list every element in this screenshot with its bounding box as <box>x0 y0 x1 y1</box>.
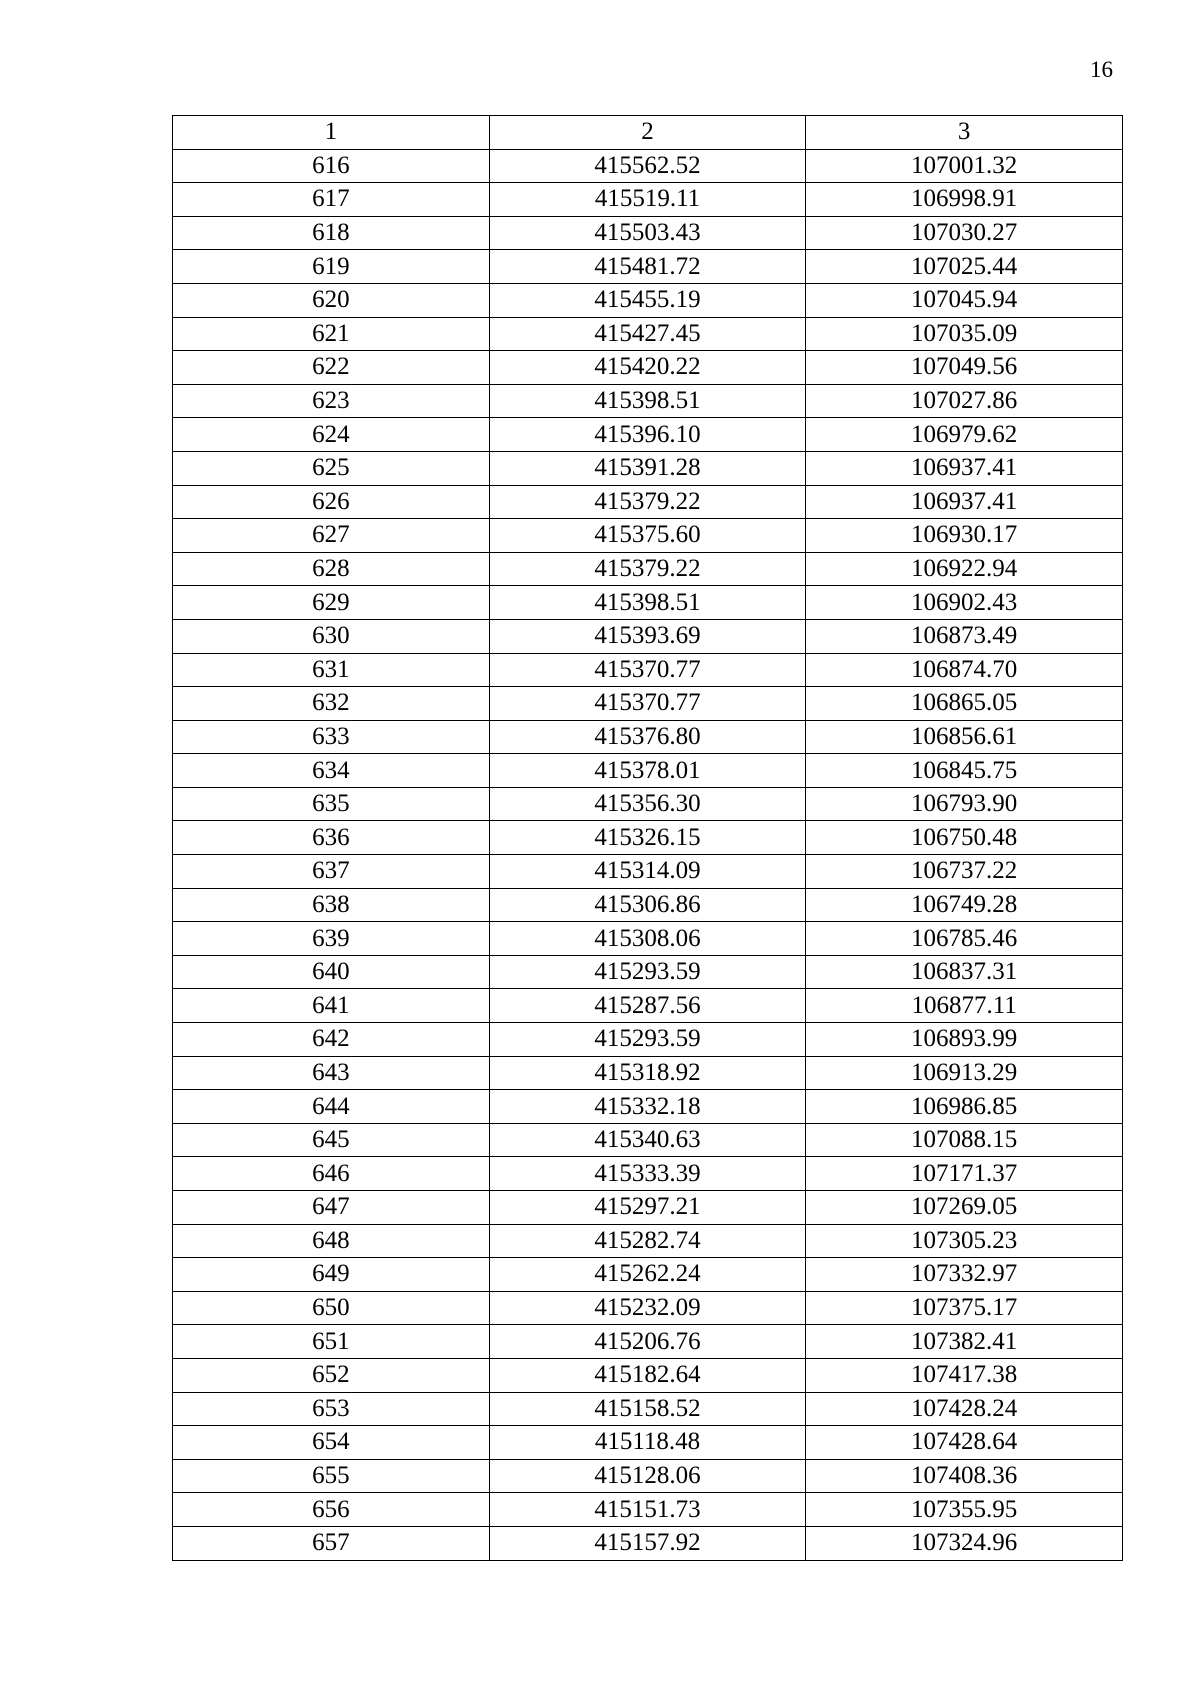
header-cell: 1 <box>173 116 490 150</box>
x-coordinate-cell: 415427.45 <box>489 317 806 351</box>
table-row <box>173 1123 1123 1157</box>
y-coordinate-cell: 106986.85 <box>806 1090 1123 1124</box>
table-row <box>173 1056 1123 1090</box>
table-row <box>173 922 1123 956</box>
x-coordinate-cell: 415420.22 <box>489 351 806 385</box>
x-coordinate-cell: 415391.28 <box>489 451 806 485</box>
x-coordinate-cell: 415396.10 <box>489 418 806 452</box>
y-coordinate-cell: 106750.48 <box>806 821 1123 855</box>
table-row <box>173 351 1123 385</box>
point-number-cell: 651 <box>173 1325 490 1359</box>
y-coordinate-cell: 106937.41 <box>806 485 1123 519</box>
point-number-cell: 621 <box>173 317 490 351</box>
x-coordinate-cell: 415455.19 <box>489 283 806 317</box>
point-number-cell: 648 <box>173 1224 490 1258</box>
x-coordinate-cell: 415326.15 <box>489 821 806 855</box>
y-coordinate-cell: 106930.17 <box>806 519 1123 553</box>
table-row <box>173 552 1123 586</box>
point-number-cell: 619 <box>173 250 490 284</box>
y-coordinate-cell: 106874.70 <box>806 653 1123 687</box>
table-row <box>173 250 1123 284</box>
y-coordinate-cell: 106865.05 <box>806 687 1123 721</box>
y-coordinate-cell: 106737.22 <box>806 855 1123 889</box>
table-row <box>173 687 1123 721</box>
x-coordinate-cell: 415398.51 <box>489 586 806 620</box>
x-coordinate-cell: 415370.77 <box>489 653 806 687</box>
y-coordinate-cell: 106937.41 <box>806 451 1123 485</box>
x-coordinate-cell: 415128.06 <box>489 1459 806 1493</box>
table-row <box>173 989 1123 1023</box>
table-row <box>173 1526 1123 1560</box>
point-number-cell: 623 <box>173 384 490 418</box>
point-number-cell: 643 <box>173 1056 490 1090</box>
point-number-cell: 633 <box>173 720 490 754</box>
table-row <box>173 317 1123 351</box>
point-number-cell: 636 <box>173 821 490 855</box>
table-row <box>173 586 1123 620</box>
y-coordinate-cell: 107049.56 <box>806 351 1123 385</box>
y-coordinate-cell: 106979.62 <box>806 418 1123 452</box>
y-coordinate-cell: 107269.05 <box>806 1191 1123 1225</box>
y-coordinate-cell: 107324.96 <box>806 1526 1123 1560</box>
x-coordinate-cell: 415287.56 <box>489 989 806 1023</box>
x-coordinate-cell: 415308.06 <box>489 922 806 956</box>
point-number-cell: 624 <box>173 418 490 452</box>
y-coordinate-cell: 107417.38 <box>806 1358 1123 1392</box>
table-row <box>173 1426 1123 1460</box>
x-coordinate-cell: 415262.24 <box>489 1258 806 1292</box>
point-number-cell: 640 <box>173 955 490 989</box>
y-coordinate-cell: 107088.15 <box>806 1123 1123 1157</box>
table-row <box>173 1023 1123 1057</box>
point-number-cell: 622 <box>173 351 490 385</box>
y-coordinate-cell: 107030.27 <box>806 216 1123 250</box>
x-coordinate-cell: 415232.09 <box>489 1291 806 1325</box>
y-coordinate-cell: 106749.28 <box>806 888 1123 922</box>
header-cell: 2 <box>489 116 806 150</box>
y-coordinate-cell: 107171.37 <box>806 1157 1123 1191</box>
table-row <box>173 855 1123 889</box>
point-number-cell: 650 <box>173 1291 490 1325</box>
y-coordinate-cell: 107001.32 <box>806 149 1123 183</box>
point-number-cell: 652 <box>173 1358 490 1392</box>
point-number-cell: 642 <box>173 1023 490 1057</box>
x-coordinate-cell: 415157.92 <box>489 1526 806 1560</box>
x-coordinate-cell: 415118.48 <box>489 1426 806 1460</box>
table-body <box>173 116 1123 1561</box>
table-row <box>173 485 1123 519</box>
table-row <box>173 1258 1123 1292</box>
table-row <box>173 384 1123 418</box>
point-number-cell: 654 <box>173 1426 490 1460</box>
point-number-cell: 639 <box>173 922 490 956</box>
table-row <box>173 1358 1123 1392</box>
y-coordinate-cell: 106922.94 <box>806 552 1123 586</box>
x-coordinate-cell: 415378.01 <box>489 754 806 788</box>
point-number-cell: 628 <box>173 552 490 586</box>
x-coordinate-cell: 415393.69 <box>489 619 806 653</box>
y-coordinate-cell: 106856.61 <box>806 720 1123 754</box>
point-number-cell: 634 <box>173 754 490 788</box>
coordinates-table <box>172 115 1123 1561</box>
x-coordinate-cell: 415519.11 <box>489 183 806 217</box>
point-number-cell: 637 <box>173 855 490 889</box>
y-coordinate-cell: 106913.29 <box>806 1056 1123 1090</box>
table-row <box>173 216 1123 250</box>
x-coordinate-cell: 415297.21 <box>489 1191 806 1225</box>
point-number-cell: 620 <box>173 283 490 317</box>
y-coordinate-cell: 107035.09 <box>806 317 1123 351</box>
y-coordinate-cell: 107045.94 <box>806 283 1123 317</box>
point-number-cell: 653 <box>173 1392 490 1426</box>
y-coordinate-cell: 106837.31 <box>806 955 1123 989</box>
table-row <box>173 619 1123 653</box>
y-coordinate-cell: 106873.49 <box>806 619 1123 653</box>
y-coordinate-cell: 106793.90 <box>806 787 1123 821</box>
point-number-cell: 647 <box>173 1191 490 1225</box>
point-number-cell: 649 <box>173 1258 490 1292</box>
page-number: 16 <box>1090 57 1113 82</box>
table-row <box>173 955 1123 989</box>
table-row <box>173 1325 1123 1359</box>
x-coordinate-cell: 415398.51 <box>489 384 806 418</box>
table-row <box>173 787 1123 821</box>
x-coordinate-cell: 415282.74 <box>489 1224 806 1258</box>
point-number-cell: 635 <box>173 787 490 821</box>
x-coordinate-cell: 415562.52 <box>489 149 806 183</box>
table-row <box>173 720 1123 754</box>
x-coordinate-cell: 415158.52 <box>489 1392 806 1426</box>
table-row <box>173 418 1123 452</box>
header-cell: 3 <box>806 116 1123 150</box>
table-row <box>173 1224 1123 1258</box>
table-header-row <box>173 116 1123 150</box>
table-row <box>173 149 1123 183</box>
x-coordinate-cell: 415375.60 <box>489 519 806 553</box>
point-number-cell: 638 <box>173 888 490 922</box>
table-row <box>173 283 1123 317</box>
point-number-cell: 631 <box>173 653 490 687</box>
x-coordinate-cell: 415340.63 <box>489 1123 806 1157</box>
table-row <box>173 1191 1123 1225</box>
point-number-cell: 629 <box>173 586 490 620</box>
point-number-cell: 656 <box>173 1493 490 1527</box>
table-row <box>173 653 1123 687</box>
y-coordinate-cell: 106893.99 <box>806 1023 1123 1057</box>
table-row <box>173 754 1123 788</box>
point-number-cell: 655 <box>173 1459 490 1493</box>
point-number-cell: 625 <box>173 451 490 485</box>
table-row <box>173 1392 1123 1426</box>
x-coordinate-cell: 415306.86 <box>489 888 806 922</box>
table-row <box>173 1291 1123 1325</box>
point-number-cell: 632 <box>173 687 490 721</box>
y-coordinate-cell: 107408.36 <box>806 1459 1123 1493</box>
y-coordinate-cell: 107428.24 <box>806 1392 1123 1426</box>
point-number-cell: 657 <box>173 1526 490 1560</box>
point-number-cell: 618 <box>173 216 490 250</box>
table-row <box>173 183 1123 217</box>
x-coordinate-cell: 415182.64 <box>489 1358 806 1392</box>
table-row <box>173 1459 1123 1493</box>
x-coordinate-cell: 415293.59 <box>489 1023 806 1057</box>
x-coordinate-cell: 415293.59 <box>489 955 806 989</box>
x-coordinate-cell: 415333.39 <box>489 1157 806 1191</box>
x-coordinate-cell: 415370.77 <box>489 687 806 721</box>
table-row <box>173 1157 1123 1191</box>
y-coordinate-cell: 107305.23 <box>806 1224 1123 1258</box>
y-coordinate-cell: 106845.75 <box>806 754 1123 788</box>
x-coordinate-cell: 415503.43 <box>489 216 806 250</box>
y-coordinate-cell: 107355.95 <box>806 1493 1123 1527</box>
table-row <box>173 451 1123 485</box>
y-coordinate-cell: 106998.91 <box>806 183 1123 217</box>
y-coordinate-cell: 106902.43 <box>806 586 1123 620</box>
x-coordinate-cell: 415379.22 <box>489 552 806 586</box>
point-number-cell: 627 <box>173 519 490 553</box>
point-number-cell: 645 <box>173 1123 490 1157</box>
table-row <box>173 1493 1123 1527</box>
y-coordinate-cell: 106785.46 <box>806 922 1123 956</box>
y-coordinate-cell: 107027.86 <box>806 384 1123 418</box>
x-coordinate-cell: 415151.73 <box>489 1493 806 1527</box>
point-number-cell: 646 <box>173 1157 490 1191</box>
x-coordinate-cell: 415332.18 <box>489 1090 806 1124</box>
table-row <box>173 1090 1123 1124</box>
table-row <box>173 519 1123 553</box>
y-coordinate-cell: 107382.41 <box>806 1325 1123 1359</box>
table-row <box>173 821 1123 855</box>
point-number-cell: 626 <box>173 485 490 519</box>
x-coordinate-cell: 415376.80 <box>489 720 806 754</box>
y-coordinate-cell: 107375.17 <box>806 1291 1123 1325</box>
x-coordinate-cell: 415356.30 <box>489 787 806 821</box>
point-number-cell: 630 <box>173 619 490 653</box>
y-coordinate-cell: 107025.44 <box>806 250 1123 284</box>
table-row <box>173 888 1123 922</box>
x-coordinate-cell: 415206.76 <box>489 1325 806 1359</box>
point-number-cell: 616 <box>173 149 490 183</box>
x-coordinate-cell: 415481.72 <box>489 250 806 284</box>
x-coordinate-cell: 415379.22 <box>489 485 806 519</box>
x-coordinate-cell: 415314.09 <box>489 855 806 889</box>
y-coordinate-cell: 107332.97 <box>806 1258 1123 1292</box>
point-number-cell: 617 <box>173 183 490 217</box>
x-coordinate-cell: 415318.92 <box>489 1056 806 1090</box>
point-number-cell: 641 <box>173 989 490 1023</box>
y-coordinate-cell: 106877.11 <box>806 989 1123 1023</box>
point-number-cell: 644 <box>173 1090 490 1124</box>
y-coordinate-cell: 107428.64 <box>806 1426 1123 1460</box>
